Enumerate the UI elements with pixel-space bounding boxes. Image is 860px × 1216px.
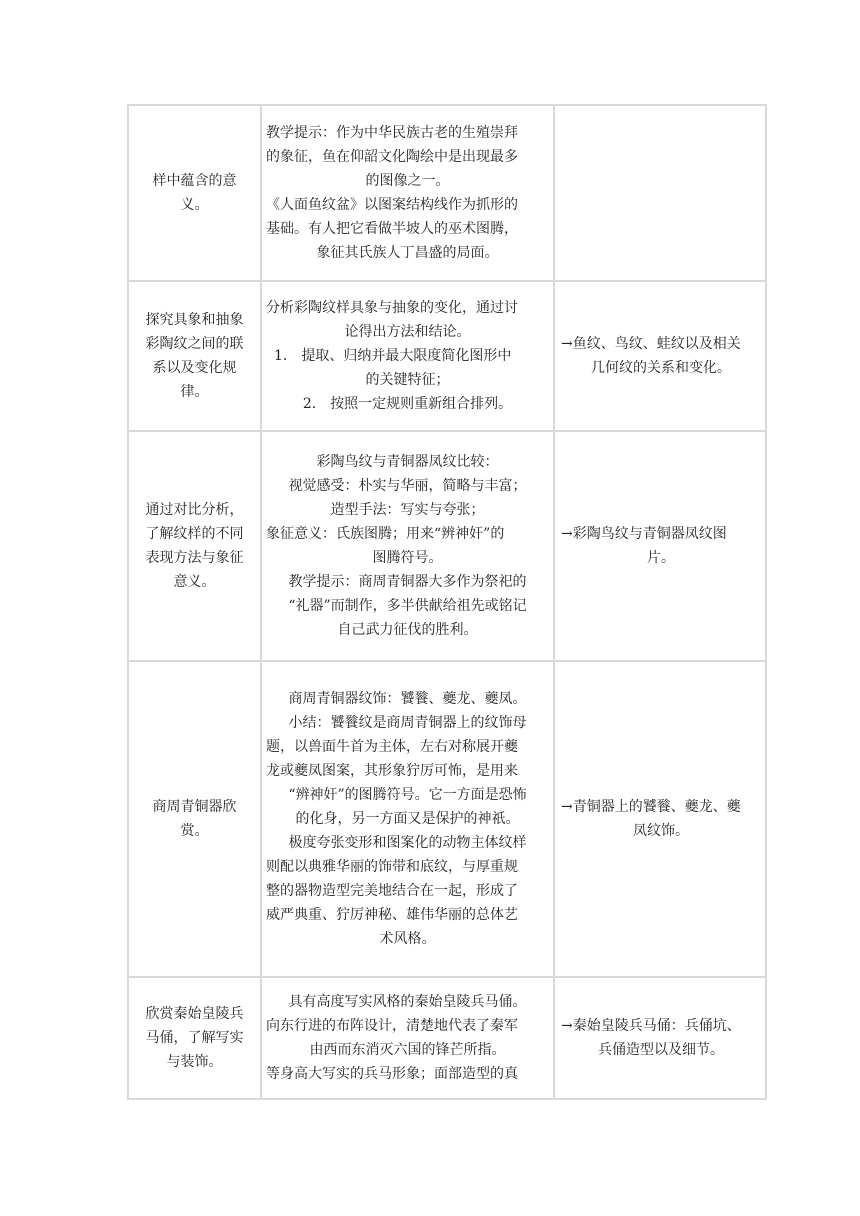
content-line: 的关键特征； [365,372,450,388]
content-line: 造型手法：写实与夸张； [330,502,485,518]
content-line: 象征意义：氏族图腾；用来“辨神奸”的 [266,526,505,542]
content-line: 极度夸张变形和图案化的动物主体纹样 [288,835,527,851]
topic-line: 探究具象和抽象 [145,312,244,328]
resource-cell [554,281,766,431]
content-line: 题，以兽面牛首为主体，左右对称展开夔 [266,739,518,755]
topic-line: 样中蕴含的意 [152,173,237,189]
content-line: “辨神奸”的图腾符号。它一方面是恐怖 [288,787,527,803]
topic-line: 律。 [180,384,209,400]
table-row [128,105,766,281]
content-line: 视觉感受：朴实与华丽，简略与丰富； [288,478,527,494]
topic-cell [128,661,261,977]
resource-line: 兵俑造型以及细节。 [598,1042,724,1058]
content-line: 向东行进的布阵设计，清楚地代表了秦军 [266,1018,518,1034]
topic-line: 彩陶纹之间的联 [145,336,244,352]
content-line: 彩陶鸟纹与青铜器凤纹比较： [316,454,499,470]
content-line: 龙或夔凤图案，其形象狞厉可怖，是用来 [266,763,518,779]
topic-line: 通过对比分析， [145,502,244,518]
topic-line: 意义。 [173,574,216,590]
content-line: 的象征，鱼在仰韶文化陶绘中是出现最多 [266,149,518,165]
topic-line: 商周青铜器欣 [152,799,237,815]
content-line: 术风格。 [379,931,436,947]
resource-cell [554,977,766,1099]
content-cell [261,281,554,431]
topic-line: 马俑，了解写实 [145,1030,244,1046]
content-line: 的图像之一。 [365,173,450,189]
resource-cell [554,431,766,661]
content-line: 分析彩陶纹样具象与抽象的变化，通过讨 [266,300,518,316]
content-line: 论得出方法和结论。 [344,324,471,340]
content-line: 由西而东消灭六国的锋芒所指。 [309,1042,506,1058]
content-line: 教学提示：商周青铜器大多作为祭祀的 [288,574,527,590]
content-line: 1． 提取、归纳并最大限度简化图形中 [274,348,512,364]
content-line: 《人面鱼纹盆》以图案结构线作为抓形的 [266,197,518,213]
topic-cell [128,105,261,281]
content-line: “礼器”而制作，多半供献给祖先或铭记 [288,598,527,614]
resource-line: 几何纹的关系和变化。 [591,360,731,376]
topic-line: 义。 [180,197,209,213]
content-cell [261,977,554,1099]
content-line: 小结：饕餮纹是商周青铜器上的纹饰母 [288,715,527,731]
content-line: 则配以典雅华丽的饰带和底纹，与厚重规 [266,859,518,875]
topic-line: 与装饰。 [166,1054,223,1070]
content-line: 2． 按照一定规则重新组合排列。 [302,396,513,412]
resource-line: →青铜器上的饕餮、夔龙、夔 [561,799,741,815]
content-line: 的化身，另一方面又是保护的神祇。 [295,811,520,827]
content-line: 威严典重、狞厉神秘、雄伟华丽的总体艺 [266,907,518,923]
table-row [128,281,766,431]
content-line: 象征其氏族人丁昌盛的局面。 [316,245,499,261]
resource-line: 片。 [647,550,675,566]
lesson-plan-table [127,104,767,1100]
content-line: 自己武力征伐的胜利。 [337,622,478,638]
table-row [128,977,766,1099]
content-cell [261,105,554,281]
topic-cell [128,977,261,1099]
content-line: 商周青铜器纹饰：饕餮、夔龙、夔凤。 [288,691,527,707]
resource-line: →彩陶鸟纹与青铜器凤纹图 [561,526,727,542]
topic-line: 表现方法与象征 [145,550,244,566]
resource-line: →鱼纹、鸟纹、蛙纹以及相关 [561,336,741,352]
content-line: 等身高大写实的兵马形象；面部造型的真 [266,1066,518,1082]
content-line: 教学提示：作为中华民族古老的生殖崇拜 [266,125,518,141]
topic-line: 了解纹样的不同 [145,526,244,542]
topic-cell [128,431,261,661]
content-line: 图腾符号。 [372,550,443,566]
table-row [128,661,766,977]
topic-line: 赏。 [180,823,209,839]
content-line: 具有高度写实风格的秦始皇陵兵马俑。 [288,994,527,1010]
topic-cell [128,281,261,431]
content-line: 整的器物造型完美地结合在一起，形成了 [266,883,518,899]
topic-line: 系以及变化规 [152,360,237,376]
resource-cell [554,105,766,281]
resource-cell [554,661,766,977]
table-row [128,431,766,661]
content-line: 基础。有人把它看做半坡人的巫术图腾， [266,221,518,237]
topic-line: 欣赏秦始皇陵兵 [145,1006,244,1022]
content-cell [261,431,554,661]
resource-line: →秦始皇陵兵马俑：兵俑坑、 [561,1018,741,1034]
content-cell [261,661,554,977]
resource-line: 凤纹饰。 [633,823,689,839]
